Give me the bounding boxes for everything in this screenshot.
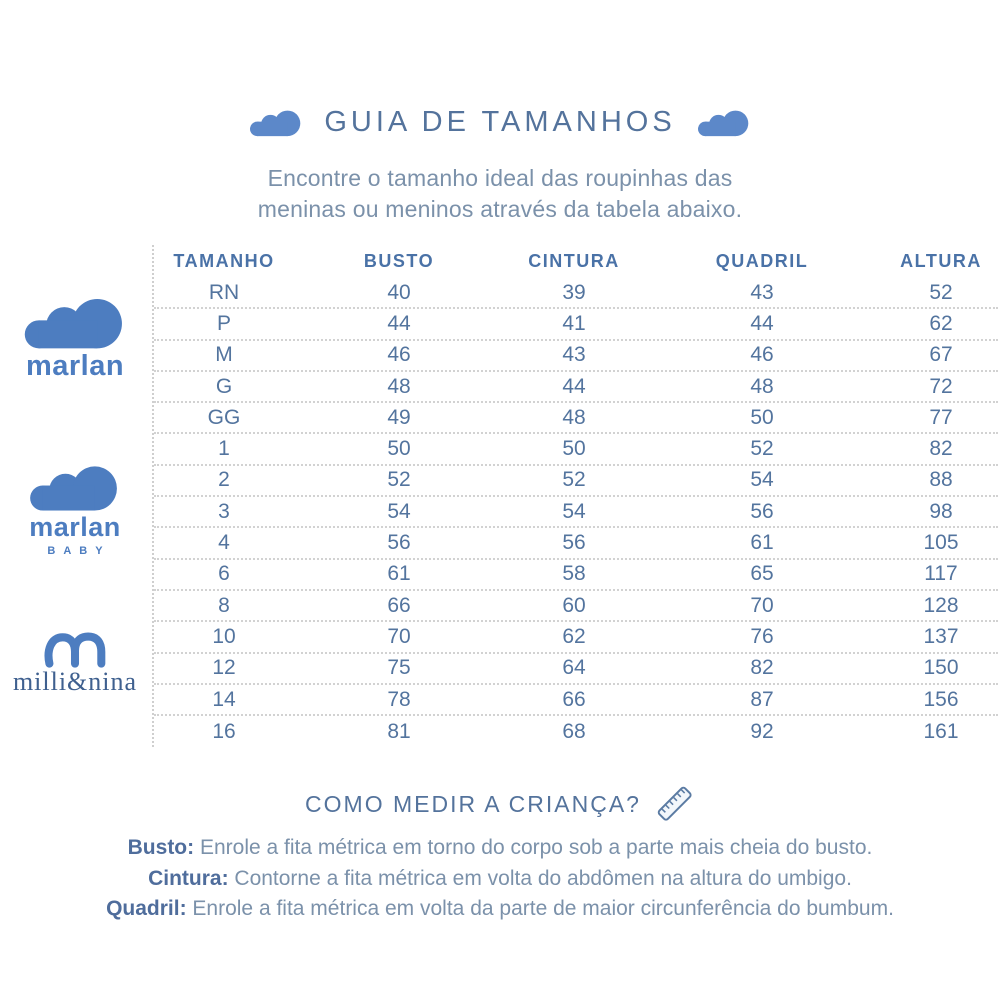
brand-logo-milli-nina (0, 630, 150, 695)
measurement-cell: 105 (923, 531, 959, 555)
measurement-cell: 137 (923, 624, 959, 648)
size-label-cell: 16 (212, 719, 236, 743)
size-label-cell: 2 (218, 468, 230, 492)
table-row (154, 685, 998, 716)
size-label-cell: P (216, 311, 231, 335)
definition-quadril (0, 894, 1000, 925)
size-label-cell: 4 (218, 531, 230, 555)
measurement-cell: 92 (750, 719, 774, 743)
measurement-cell: 62 (562, 624, 586, 648)
table-row (154, 622, 998, 653)
definition-text: Enrole a fita métrica em volta da parte de maior circunferência do bumbum. (186, 897, 894, 920)
measurement-cell: 52 (929, 280, 953, 304)
column-header-altura: ALTURA (900, 251, 982, 271)
how-to-measure-row (0, 784, 1000, 824)
size-label-cell: M (215, 343, 233, 367)
measurement-cell: 88 (929, 468, 953, 492)
size-label-cell: RN (208, 280, 240, 304)
brand-name-marlan-baby: marlan (29, 512, 121, 542)
brand-subname-baby: BABY (47, 545, 111, 557)
measurement-cell: 44 (562, 374, 586, 398)
subtitle-line-1: Encontre o tamanho ideal das roupinhas das (267, 165, 733, 191)
brand-logo-marlan (0, 294, 150, 381)
size-label-cell: 1 (218, 437, 230, 461)
measurement-cell: 52 (387, 468, 411, 492)
measurement-cell: 87 (750, 687, 774, 711)
column-header-cintura: CINTURA (528, 251, 620, 271)
definition-text: Enrole a fita métrica em torno do corpo sob a parte mais cheia do busto. (194, 836, 873, 859)
table-row (154, 591, 998, 622)
table-row (154, 434, 998, 465)
measurement-cell: 52 (562, 468, 586, 492)
measurement-cell: 68 (562, 719, 586, 743)
table-row (154, 341, 998, 372)
measurement-cell: 66 (562, 687, 586, 711)
measurement-cell: 66 (387, 593, 411, 617)
measurement-cell: 52 (750, 437, 774, 461)
ruler-icon (655, 784, 695, 824)
table-row (154, 497, 998, 528)
column-header-tamanho: TAMANHO (173, 251, 275, 271)
measurement-cell: 50 (562, 437, 586, 461)
measurement-cell: 82 (929, 437, 953, 461)
cloud-icon (23, 294, 127, 350)
brand-name-marlan: marlan (25, 350, 125, 382)
size-table-body (154, 278, 998, 747)
size-table-header-row (154, 245, 998, 278)
measurement-cell: 77 (929, 405, 953, 429)
measurement-cell: 54 (562, 499, 586, 523)
measurement-cell: 81 (387, 719, 411, 743)
measurement-cell: 56 (562, 531, 586, 555)
measurement-cell: 156 (923, 687, 959, 711)
measuring-definitions (0, 833, 1000, 925)
measurement-cell: 46 (750, 343, 774, 367)
table-row (154, 716, 998, 747)
measurement-cell: 41 (562, 311, 586, 335)
size-label-cell: G (215, 374, 233, 398)
measurement-cell: 72 (929, 374, 953, 398)
size-label-cell: 6 (218, 562, 230, 586)
table-row (154, 528, 998, 559)
measurement-cell: 50 (387, 437, 411, 461)
measurement-cell: 39 (562, 280, 586, 304)
measurement-cell: 44 (387, 311, 411, 335)
measurement-cell: 70 (750, 593, 774, 617)
measurement-cell: 50 (750, 405, 774, 429)
measurement-cell: 150 (923, 656, 959, 680)
size-label-cell: 14 (212, 687, 236, 711)
brand-logo-marlan-baby (0, 462, 150, 557)
measurement-cell: 64 (562, 656, 586, 680)
measurement-cell: 117 (924, 562, 958, 586)
measurement-cell: 43 (562, 343, 586, 367)
measurement-cell: 161 (923, 719, 959, 743)
definition-busto (0, 833, 1000, 864)
measurement-cell: 98 (929, 499, 953, 523)
measurement-cell: 43 (750, 280, 774, 304)
definition-cintura (0, 864, 1000, 895)
measurement-cell: 67 (929, 343, 953, 367)
table-row (154, 466, 998, 497)
table-row (154, 654, 998, 685)
definition-label: Cintura: (148, 866, 229, 890)
measurement-cell: 54 (750, 468, 774, 492)
measurement-cell: 44 (750, 311, 774, 335)
measurement-cell: 60 (562, 593, 586, 617)
page-title-row (0, 106, 1000, 139)
measurement-cell: 61 (750, 531, 774, 555)
measurement-cell: 49 (387, 405, 411, 429)
measurement-cell: 48 (562, 405, 586, 429)
measurement-cell: 65 (750, 562, 774, 586)
measurement-cell: 82 (750, 656, 774, 680)
page-subtitle (0, 163, 1000, 225)
brand-name-milli-nina: milli&nina (12, 667, 138, 696)
size-label-cell: 3 (218, 499, 230, 523)
measurement-cell: 40 (387, 280, 411, 304)
measurement-cell: 62 (929, 311, 953, 335)
measurement-cell: 78 (387, 687, 411, 711)
measurement-cell: 46 (387, 343, 411, 367)
size-label-cell: 12 (212, 656, 236, 680)
definition-label: Quadril: (106, 897, 187, 920)
table-row (154, 403, 998, 434)
size-label-cell: GG (207, 405, 241, 429)
measurement-cell: 61 (387, 562, 411, 586)
measurement-cell: 58 (562, 562, 586, 586)
size-label-cell: 10 (212, 624, 236, 648)
measurement-cell: 48 (750, 374, 774, 398)
measurement-cell: 128 (923, 593, 959, 617)
measurement-cell: 70 (387, 624, 411, 648)
definition-text: Contorne a fita métrica em volta do abdômen na altura do umbigo. (228, 866, 852, 890)
measurement-cell: 56 (750, 499, 774, 523)
column-header-busto: BUSTO (363, 251, 435, 271)
cloud-icon (250, 108, 302, 137)
cloud-icon (698, 108, 750, 137)
measurement-cell: 54 (387, 499, 411, 523)
measurement-cell: 75 (387, 656, 411, 680)
table-row (154, 309, 998, 340)
cloud-icon (27, 462, 123, 512)
subtitle-line-2: meninas ou meninos através da tabela abaixo. (257, 196, 743, 222)
how-to-measure-heading: COMO MEDIR A CRIANÇA? (305, 790, 641, 817)
table-row (154, 560, 998, 591)
definition-label: Busto: (127, 836, 195, 859)
measurement-cell: 48 (387, 374, 411, 398)
table-row (154, 278, 998, 309)
column-header-quadril: QUADRIL (715, 251, 809, 271)
table-row (154, 372, 998, 403)
measurement-cell: 76 (750, 624, 774, 648)
size-table (152, 245, 998, 747)
page-title: GUIA DE TAMANHOS (324, 106, 676, 138)
double-arch-m-icon (42, 630, 108, 668)
size-label-cell: 8 (218, 593, 230, 617)
measurement-cell: 56 (387, 531, 411, 555)
